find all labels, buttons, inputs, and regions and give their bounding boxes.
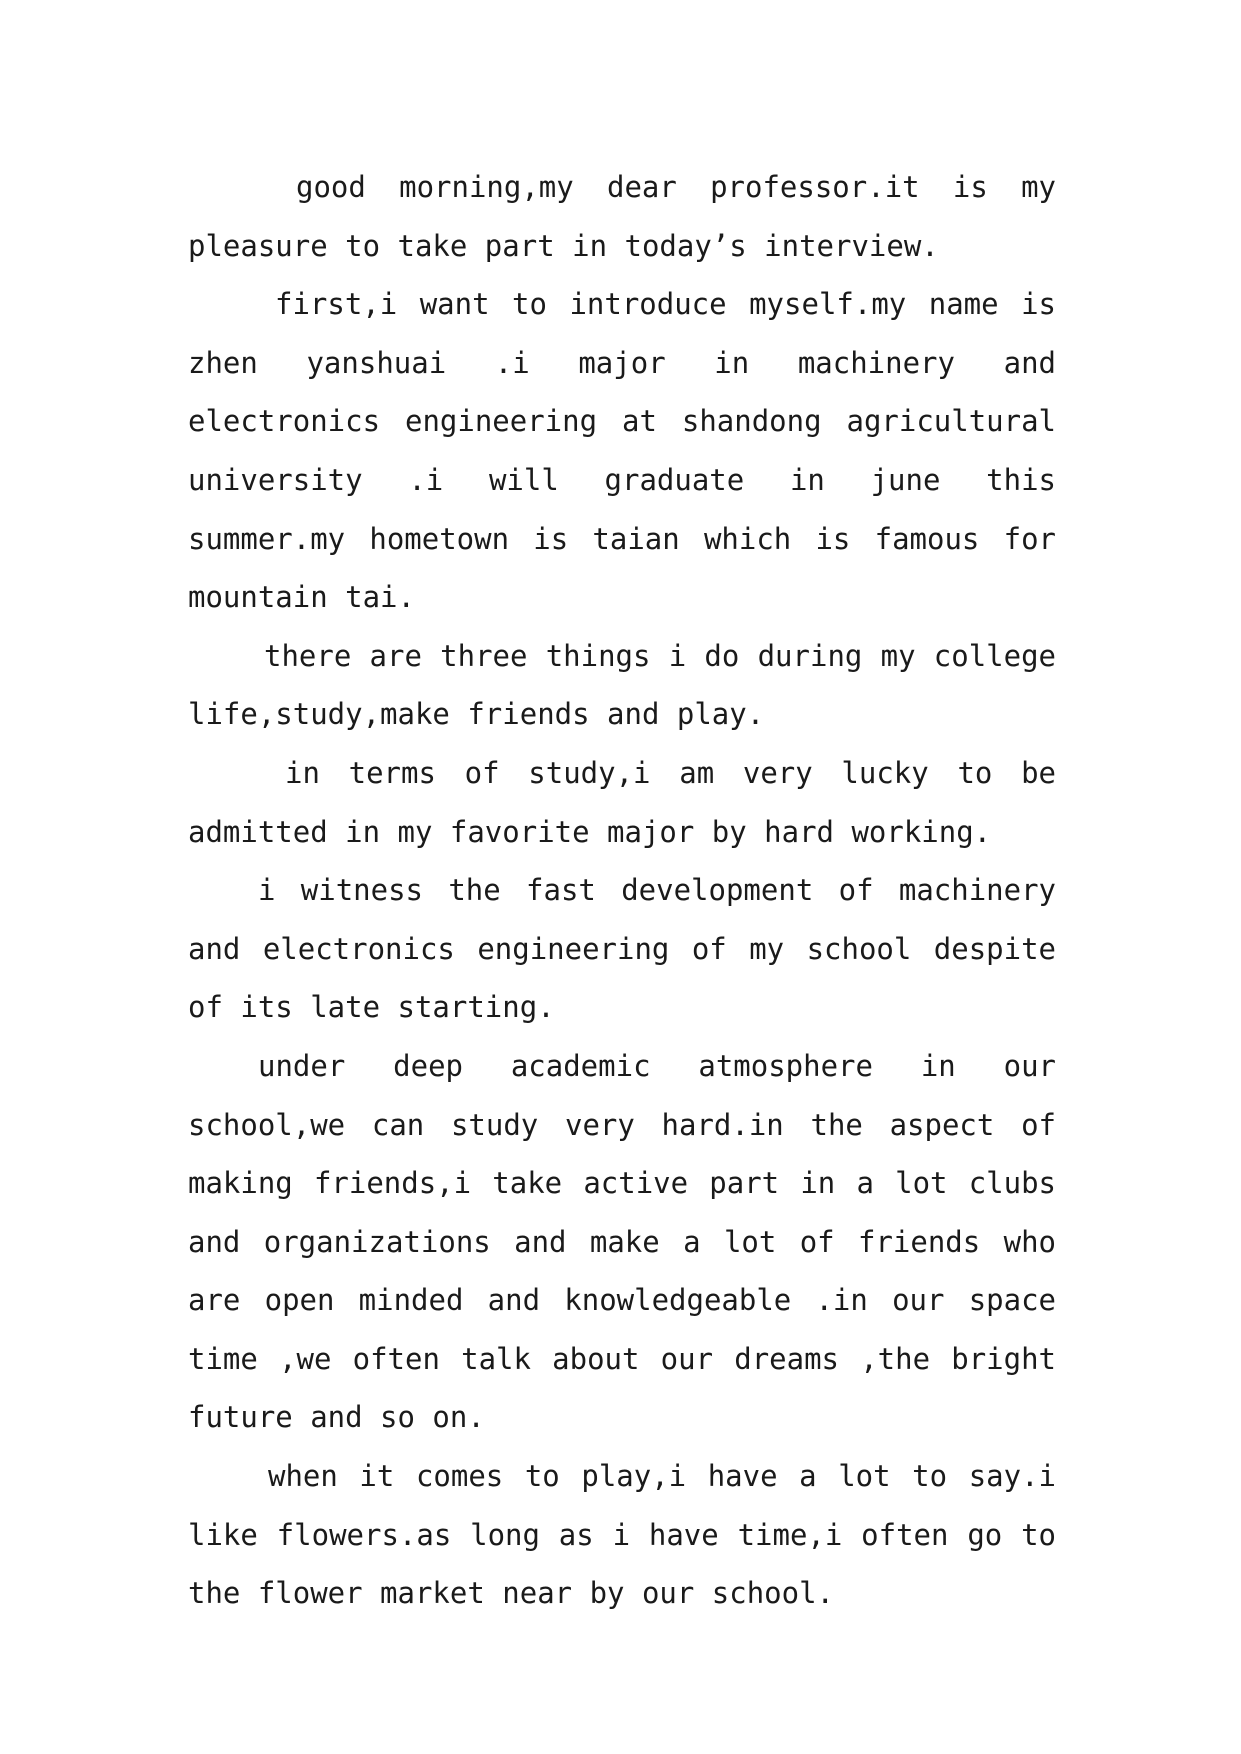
document-body — [188, 158, 1056, 1623]
paragraph-college-life: there are three things i do during my college life,study,make friends and play. — [188, 638, 1056, 732]
paragraph-study: in terms of study,i am very lucky to be admitted in my favorite major by hard working. — [188, 755, 1056, 849]
paragraph-development: i witness the fast development of machinery and electronics engineering of my school despite of its late starting. — [188, 873, 1056, 1025]
paragraph-introduction: first,i want to introduce myself.my name is zhen yanshuai .i major in machinery and electronics engineering at shandong agricultural university .i will graduate in june this summer.my hometown is taian which is famous for mountain tai. — [188, 287, 1056, 615]
paragraph-greeting: good morning,my dear professor.it is my pleasure to take part in today’s interview. — [188, 170, 1056, 263]
paragraph-play: when it comes to play,i have a lot to say.i like flowers.as long as i have time,i often go to the flower market near by our school. — [188, 1459, 1056, 1611]
paragraph-friends: under deep academic atmosphere in our school,we can study very hard.in the aspect of making friends,i take active part in a lot clubs and organizations and make a lot of friends who are open minded and knowledgeable .in our space time ,we often talk about our dreams ,the bright future and so on. — [188, 1048, 1056, 1435]
